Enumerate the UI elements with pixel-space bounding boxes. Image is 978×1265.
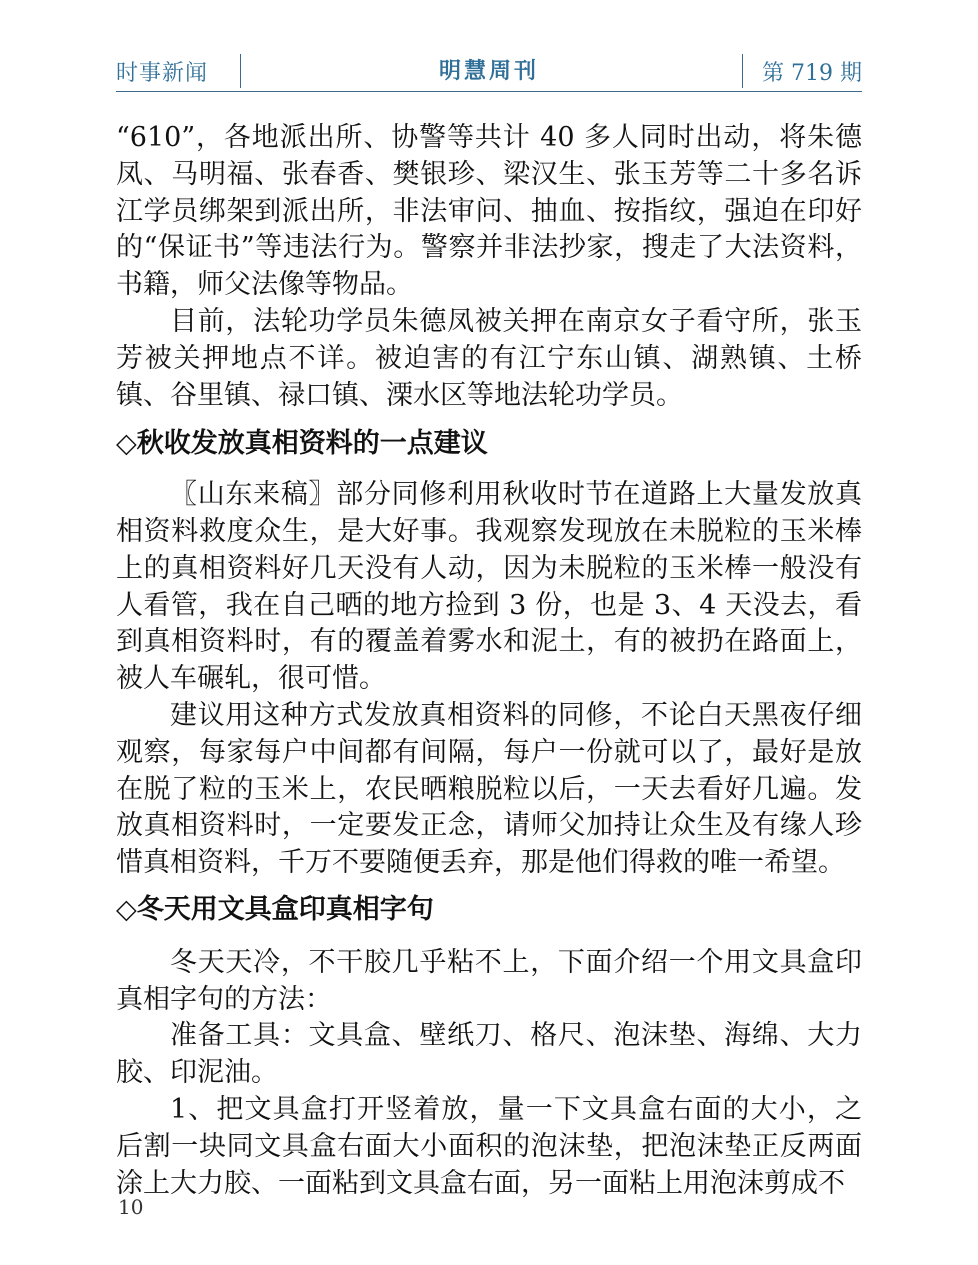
issue-number: 第 719 期 bbox=[762, 61, 862, 86]
article-body bbox=[116, 120, 862, 1202]
paragraph-4: 建议用这种方式发放真相资料的同修，不论白天黑夜仔细观察，每家每户中间都有间隔，每户一份就可以了，最好是放在脱了粒的玉米上，农民晒粮脱粒以后，一天去看好几遍。发放真相资料时，一定要发正念，请师父加持让众生及有缘人珍惜真相资料，千万不要随便丢弃，那是他们得救的唯一希望。 bbox=[116, 699, 862, 879]
page-header bbox=[116, 50, 862, 92]
paragraph-5: 冬天天冷，不干胶几乎粘不上，下面介绍一个用文具盒印真相字句的方法： bbox=[116, 946, 862, 1015]
header-rule bbox=[116, 91, 862, 92]
paragraph-3: 〖山东来稿〗部分同修利用秋收时节在道路上大量发放真相资料救度众生，是大好事。我观察发现放在未脱粒的玉米棒上的真相资料好几天没有人动，因为未脱粒的玉米棒一般没有人看管，我在自己晒的地方捡到 3 份，也是 3、4 天没去，看到真相资料时，有的覆盖着雾水和泥土，有的被扔在路面上，被人车碾轧，很可惜。 bbox=[116, 479, 862, 695]
paragraph-2: 目前，法轮功学员朱德凤被关押在南京女子看守所，张玉芳被关押地点不详。被迫害的有江宁东山镇、湖熟镇、土桥镇、谷里镇、禄口镇、溧水区等地法轮功学员。 bbox=[116, 305, 862, 411]
section-label: 时事新闻 bbox=[116, 61, 209, 86]
paragraph-1: “610”，各地派出所、协警等共计 40 多人同时出动，将朱德凤、马明福、张春香、樊银珍、梁汉生、张玉芳等二十多名诉江学员绑架到派出所，非法审问、抽血、按指纹，强迫在印好的“保证书”等违法行为。警察并非法抄家，搜走了大法资料，书籍，师父法像等物品。 bbox=[116, 122, 862, 301]
section-heading-winter: ◇冬天用文具盒印真相字句 bbox=[116, 893, 434, 925]
page-number: 10 bbox=[118, 1195, 144, 1219]
paragraph-6: 准备工具：文具盒、壁纸刀、格尺、泡沫垫、海绵、大力胶、印泥油。 bbox=[116, 1020, 862, 1089]
header-divider-right bbox=[742, 54, 743, 88]
paragraph-7: 1、把文具盒打开竖着放，量一下文具盒右面的大小，之后割一块同文具盒右面大小面积的泡沫垫，把泡沫垫正反两面涂上大力胶、一面粘到文具盒右面，另一面粘上用泡沫剪成不 bbox=[116, 1093, 862, 1199]
section-heading-autumn: ◇秋收发放真相资料的一点建议 bbox=[116, 428, 488, 460]
publication-title: 明慧周刊 bbox=[438, 59, 539, 84]
